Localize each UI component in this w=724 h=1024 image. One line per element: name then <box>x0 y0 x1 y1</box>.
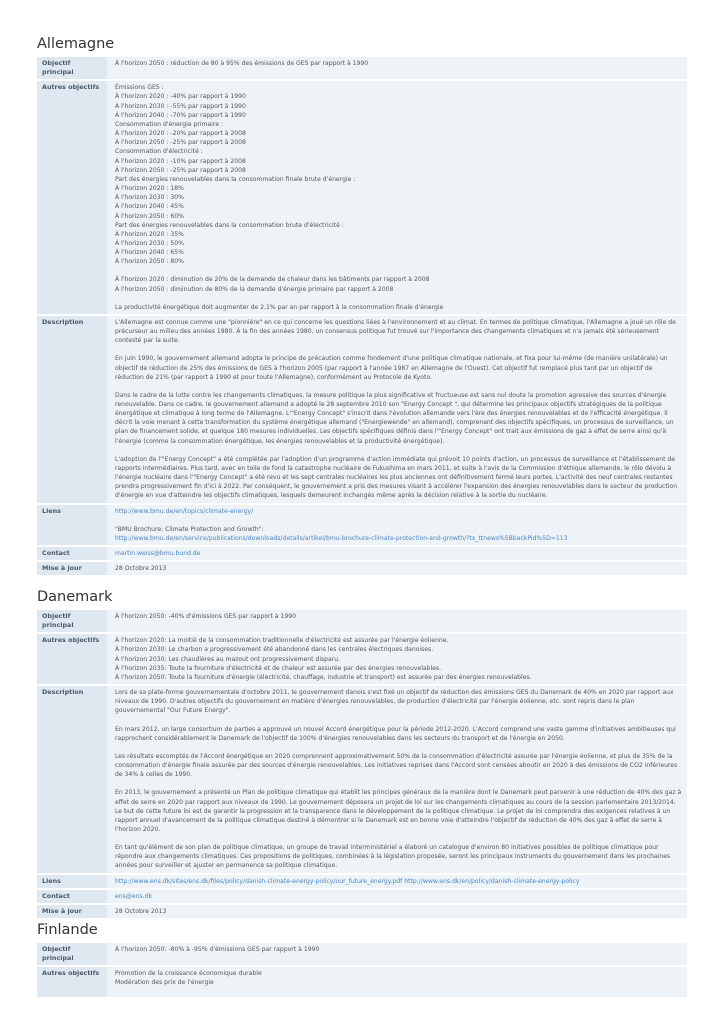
objective-line: À l'horizon 2050 : 80% <box>115 258 184 266</box>
row-autres-objectifs <box>37 634 687 684</box>
objective-line: À l'horizon 2020 : -40% par rapport à 1990 <box>115 93 246 101</box>
objective-line: À l'horizon 2050 : 60% <box>115 212 184 220</box>
row-label: Description <box>37 316 107 503</box>
objective-line: À l'horizon 2040 : -70% par rapport à 1990 <box>115 111 246 119</box>
description-paragraph: En tant qu'élément de son plan de politique climatique, un groupe de travail interministériel a élaboré un catalogue d'environ 80 initiatives possibles de politique climatique pour répondre aux changements climatiques. Ces propositions de politiques, combinées à la législation proposée, seront les principaux instruments du gouvernement dans les prochaines années pour surveiller et ajuster en permanence sa politique climatique. <box>115 844 673 870</box>
objective-line: À l'horizon 2050: Toute la fourniture d'énergie (électricité, chauffage, industrie et transport) est assurée par des énergies renouvelables. <box>115 673 532 681</box>
objectives-list <box>115 969 683 987</box>
paragraph-gap <box>115 446 683 455</box>
objective-line: Modération des prix de l'énergie <box>115 979 214 987</box>
row-label: Autres objectifs <box>37 81 107 314</box>
row-objectif-principal <box>37 57 687 79</box>
objective-line: Émissions GES : <box>115 84 164 92</box>
country-title-danemark: Danemark <box>37 589 113 605</box>
description-paragraph: En 2013, le gouvernement a présenté un Plan de politique climatique qui établit les principes généraux de la manière dont le Danemark peut parvenir à une réduction de 40% des gaz à effet de serre en 2020 par rapport aux niveaux de 1990. Le gouvernement déposera un projet de loi sur les changements climatiques au cours de la session parlementaire 2013/2014. Le but de cette future loi est de garantir la progression et la transparence dans le développement de la politique climatique. Le projet de loi comprendra des exigences relatives à un rapport annuel d'avancement de la politique climatique destiné à démontrer si le Danemark est en bonne voie d'atteindre l'objectif de réduction de 40% des gaz à effet de serre à l'horizon 2020. <box>115 789 684 833</box>
objective-line: À l'horizon 2030 : 30% <box>115 194 184 202</box>
link-caption: "BMU Brochure: Climate Protection and Growth": <box>115 525 264 533</box>
paragraph-gap <box>115 716 683 725</box>
row-description <box>37 316 687 503</box>
paragraph-gap <box>115 382 683 391</box>
row-autres-objectifs <box>37 967 687 997</box>
country-table-allemagne <box>37 55 687 577</box>
row-label: Description <box>37 686 107 873</box>
description-paragraph: En juin 1990, le gouvernement allemand adopta le principe de précaution comme fondement d'une politique climatique nationale, et fixa pour lui-même (de manière unilatérale) un objectif de réduction de 25% des émissions de GES à l'horizon 2005 (par rapport à l'année 1987 en Allemagne de l'Ouest). Cet objectif fut remplacé plus tard par un objectif de réduction de 21% (par rapport à 1990 et pour toute l'Allemagne), conformément au Protocole de Kyoto. <box>115 355 670 381</box>
row-value <box>107 686 687 873</box>
row-label: Objectif principal <box>37 57 107 79</box>
external-link[interactable]: http://www.bmu.de/en/service/publications/downloads/details/artikel/bmu-brochure-climate-protection-and-growth/?tx_ttnews%5BbackPid%5D=113 <box>115 534 568 542</box>
row-label: Contact <box>37 890 107 903</box>
objective-line: À l'horizon 2040 : 65% <box>115 249 184 257</box>
row-label: Liens <box>37 875 107 888</box>
objective-line: À l'horizon 2040 : 45% <box>115 203 184 211</box>
row-label: Mise à jour <box>37 562 107 575</box>
paragraph-gap <box>115 834 683 843</box>
row-value: À l'horizon 2050 : réduction de 80 à 95% des émissions de GES par rapport à 1990 <box>107 57 687 79</box>
country-table-danemark <box>37 608 687 920</box>
row-value <box>107 81 687 314</box>
spacer <box>115 266 683 275</box>
links-list <box>115 507 683 543</box>
row-mise-a-jour <box>37 562 687 575</box>
country-title-allemagne: Allemagne <box>37 36 115 52</box>
links-list <box>115 877 683 886</box>
row-value <box>107 316 687 503</box>
description-paragraph: L'adoption de l'"Energy Concept" a été complétée par l'adoption d'un programme d'action immédiate qui prévoit 10 points d'action, un processus de surveillance et l'établissement de rapports intermédiaires. Plus tard, avec en toile de fond la catastrophe nucléaire de Fukushima en mars 2011, et suite à l'avis de la Commission d'éthique allemande, le rôle dévolu à l'énergie nucléaire dans l'"Energy Concept" a été revu et les sept centrales nucléaires les plus anciennes ont définitivement fermé leurs portes. L'activité des neuf centrales restantes prendra progressivement fin d'ici à 2022. Par conséquent, le gouvernement a pris des mesures visant à accélérer l'expansion des énergies renouvelables dans le secteur de production d'énergie en vue d'atteindre les objectifs climatiques, lesquels demeurent inchangés même après la décision relative à la sortie du nucléaire. <box>115 455 679 500</box>
row-autres-objectifs <box>37 81 687 314</box>
row-value <box>107 875 687 888</box>
row-label: Autres objectifs <box>37 634 107 684</box>
description-paragraph: L'Allemagne est connue comme une "pionnière" en ce qui concerne les questions liées à l'environnement et au climat. En termes de politique climatique, l'Allemagne a joué un rôle de précurseur au milieu des années 1980. À la fin des années 1980, un consensus politique fut trouvé sur l'importance des changements climatiques et n'a jamais été sérieusement contesté par la suite. <box>115 318 678 345</box>
objective-line: À l'horizon 2020 : 35% <box>115 230 184 238</box>
contact-email-link[interactable]: ens@ens.dk <box>115 892 152 900</box>
external-link[interactable]: http://www.ens.dk/sites/ens.dk/files/policy/danish-climate-energy-policy/our_future_energy.pdf http://www.ens.dk/en/policy/danish-climate-energy-policy <box>115 877 580 885</box>
objective-line: La productivité énergétique doit augmenter de 2,1% par an par rapport à la consommation finale d'énergie <box>115 303 444 311</box>
paragraph-gap <box>115 779 683 788</box>
objective-line: À l'horizon 2050 : diminution de 80% de la demande d'énergie primaire par rapport à 2008 <box>115 285 394 293</box>
objective-line: Part des énergies renouvelables dans la consommation finale brute d'énergie : <box>115 175 356 183</box>
row-label: Liens <box>37 505 107 545</box>
objective-line: Consommation d'énergie primaire : <box>115 120 224 128</box>
row-liens <box>37 505 687 545</box>
description-paragraph: Lors de sa plate-forme gouvernementale d'octobre 2011, le gouvernement danois s'est fixé un objectif de réduction des émissions GES du Danemark de 40% en 2020 par rapport aux niveaux de 1990. D'autres objectifs du gouvernement en matière d'énergies renouvelables, de production d'électricité par l'énergie éolienne, etc. sont repris dans le plan gouvernemental "Our Future Energy". <box>115 689 676 715</box>
row-label: Objectif principal <box>37 943 107 965</box>
row-value: 28 Octobre 2013 <box>107 562 687 575</box>
objectives-list <box>115 83 683 312</box>
row-objectif-principal <box>37 610 687 632</box>
objective-line: À l'horizon 2020 : -10% par rapport à 2008 <box>115 157 246 165</box>
row-description <box>37 686 687 873</box>
objective-line: Consommation d'électricité : <box>115 148 203 156</box>
row-value <box>107 890 687 903</box>
objective-line: À l'horizon 2020: La moitié de la consommation traditionnelle d'électricité est assurée par l'énergie éolienne. <box>115 637 449 645</box>
row-liens <box>37 875 687 888</box>
objective-line: À l'horizon 2030 : -55% par rapport à 1990 <box>115 102 246 110</box>
objective-line: Promotion de la croissance économique durable <box>115 970 262 978</box>
paragraph-gap <box>115 345 683 354</box>
objective-line: À l'horizon 2020 : -20% par rapport à 2008 <box>115 130 246 138</box>
row-label: Autres objectifs <box>37 967 107 997</box>
row-objectif-principal <box>37 943 687 965</box>
objective-line: À l'horizon 2020 : 18% <box>115 185 184 193</box>
objective-line: À l'horizon 2030: Le charbon a progressivement été abandonné dans les centrales électriques danoises. <box>115 646 434 654</box>
row-label: Mise à jour <box>37 905 107 918</box>
description-paragraph: Dans le cadre de la lutte contre les changements climatiques, la mesure politique la plus significative et fructueuse est sans nul doute la promotion agressive des sources d'énergie renouvelable. Dans ce cadre, le gouvernement allemand a adopté le 28 septembre 2010 son "Energy Concept ", qui détermine les principaux objectifs stratégiques de la politique énergétique et climatique à long terme de l'Allemagne. L'"Energy Concept" s'inscrit dans l'évolution allemande vers l'ère des énergies renouvelables et de l'efficacité énergétique. Il décrit la voie menant à cette transformation du système énergétique allemand ("Energiewende" en allemand), comprenant des objectifs spécifiques, un processus de surveillance, un plan de financement solide, et quelque 180 mesures individuelles. Les objectifs spécifiques définis dans l'"Energy Concept" ont trait aux émissions de gaz à effet de serre ainsi qu'à l'énergie (comme la consommation énergétique, les énergies renouvelables et la productivité énergétique). <box>115 391 676 445</box>
external-link[interactable]: http://www.bmu.de/en/topics/climate-energy/ <box>115 507 254 515</box>
spacer <box>115 516 683 525</box>
description-paragraph: Les résultats escomptés de l'Accord énergétique en 2020 comprennent approximativement 50% de la consommation d'électricité assurée par l'énergie éolienne, et plus de 35% de la consommation d'énergie finale assurée par des sources d'énergie renouvelables. Les initiatives reprises dans l'Accord sont censées aboutir en 2020 à des émissions de CO2 inférieures de 34% à celles de 1990. <box>115 752 680 779</box>
country-table-finlande <box>37 941 687 999</box>
row-value <box>107 547 687 560</box>
row-value: À l'horizon 2050: -80% à -95% d'émissions GES par rapport à 1990 <box>107 943 687 965</box>
objective-line: À l'horizon 2030 : 50% <box>115 239 184 247</box>
spacer <box>115 294 683 303</box>
row-value: À l'horizon 2050: -40% d'émissions GES par rapport à 1990 <box>107 610 687 632</box>
objective-line: À l'horizon 2020 : diminution de 20% de la demande de chaleur dans les bâtiments par rapport à 2008 <box>115 276 430 284</box>
contact-email-link[interactable]: martin.weiss@bmu.bund.de <box>115 550 201 558</box>
objective-line: À l'horizon 2035: Toute la fourniture d'électricité et de chaleur est assurée par des énergies renouvelables. <box>115 664 442 672</box>
row-label: Contact <box>37 547 107 560</box>
objective-line: À l'horizon 2050 : -25% par rapport à 2008 <box>115 166 246 174</box>
row-mise-a-jour <box>37 905 687 918</box>
row-value: 28 Octobre 2013 <box>107 905 687 918</box>
objective-line: À l'horizon 2030: Les chaudières au mazout ont progressivement disparu. <box>115 655 341 663</box>
objective-line: À l'horizon 2050 : -25% par rapport à 2008 <box>115 139 246 147</box>
row-value <box>107 634 687 684</box>
description-text <box>115 688 683 871</box>
row-contact <box>37 890 687 903</box>
country-title-finlande: Finlande <box>37 922 98 938</box>
objective-line: Part des énergies renouvelables dans la consommation brute d'électricité : <box>115 221 344 229</box>
row-contact <box>37 547 687 560</box>
row-label: Objectif principal <box>37 610 107 632</box>
paragraph-gap <box>115 743 683 752</box>
description-text <box>115 318 683 501</box>
row-value <box>107 505 687 545</box>
objectives-list <box>115 636 683 682</box>
description-paragraph: En mars 2012, un large consortium de parties a approuvé un nouvel Accord énergétique pour la période 2012-2020. L'Accord comprend une vaste gamme d'initiatives ambitieuses qui rapprochent considérablement le Danemark de l'objectif de 100% d'énergies renouvelables dans les secteurs du transport et de l'énergie en 2050. <box>115 725 678 742</box>
row-value <box>107 967 687 997</box>
